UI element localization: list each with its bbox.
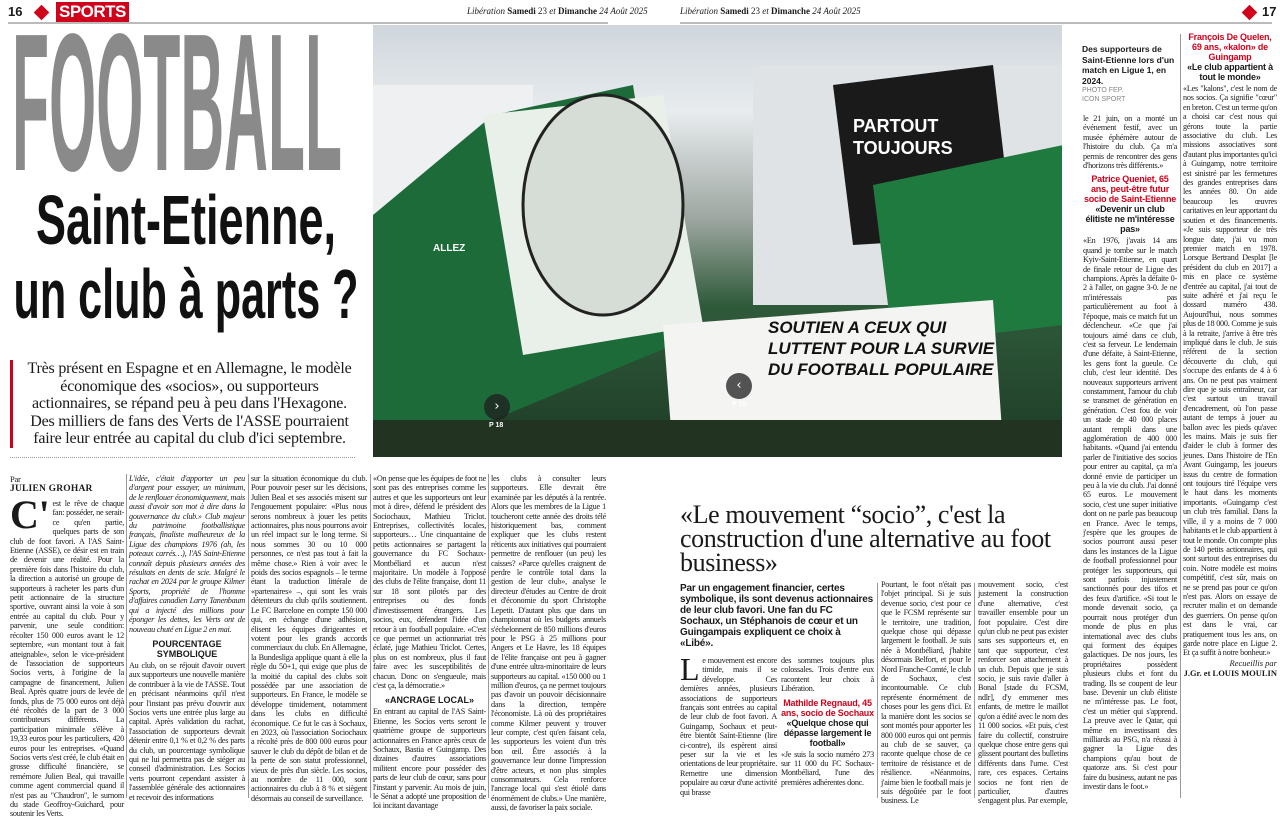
body-text: des sommes toujours plus colossales. Trois d'entre eux racontent leur choix à Libération.: [781, 656, 874, 694]
next-page-button[interactable]: [484, 394, 510, 420]
next-page-label: P 18: [489, 422, 504, 429]
interview-intro: Par un engagement financier, certes symbolique, ils sont devenus actionnaires de leur club favori. Une fan du FC Sochaux, un Stéphanois de cœur et un Guingampais expliquent ce choix à «Libé».: [680, 583, 873, 649]
interviewee-quote: «Le club appartient à tout le monde»: [1187, 62, 1273, 82]
column-rule: [126, 474, 127, 798]
headline-block: [8, 28, 363, 348]
paper-name: Libération: [680, 6, 719, 16]
subheading: «ANCRAGE LOCAL»: [384, 695, 474, 706]
body-column-5: les clubs à consulter leurs supporteurs. Elle devrait être examinée par les députés à la rentrée. Alors que les membres de la Ligue 1 toucheront cette année des droits télé historiquement bas, comment expliquer que les clubs restent réticents aux initiatives qui pourraient permettre de renflouer (un peu) les caisses? «Parce qu'elles craignent de perdre le contrôle total dans la gestion de leur club», analyse le directeur d'études au Centre de droit et d'économie du sport Christophe Lepetit. D'autant plus que dans un championnat où les budgets annuels s'échelonnent de 850 millions d'euros pour le PSG à 25 millions pour Angers et Le Havre, les 18 équipes de l'élite française ont peu à gagner d'une entrée ultra-minoritaire de leurs supporteurs au capital. «150 000 ou 1 million d'euros, ça ne permet toujours pas d'avoir un pouvoir décisionnaire dans la direction, tempère l'économiste. Là où des propriétaires comme Kilmer peuvent y trouver leur compte, c'est qu'en faisant cela, les supporteurs les voient d'un très bon œil. Être associés à la gouvernance leur donne l'impression d'être acteurs, et non plus simples consommateurs. Cela renforce l'ancrage local qui s'est étiolé dans énormément de clubs.» Une manière, aussi, de favoriser la paix sociale.: [491, 474, 606, 813]
interviewee-name: François De Quelen, 69 ans, «kalon» de Guingamp: [1188, 32, 1272, 62]
paper-name: Libération: [467, 6, 506, 16]
banner-text: SOUTIEN A CEUX QUI LUTTENT POUR LA SURVIE DU FOOTBALL POPULAIRE: [768, 318, 995, 379]
byline-author: JULIEN GROHAR: [10, 484, 93, 494]
previous-page-label: P 15: [732, 401, 747, 408]
column-rule: [1180, 34, 1181, 798]
credit-authors: J.Gr. et LOUIS MOULIN: [1183, 667, 1277, 678]
subheading: POURCENTAGE SYMBOLIQUE: [152, 638, 222, 659]
folio-et: et: [549, 6, 556, 16]
folio-et: et: [762, 6, 769, 16]
credit-label: Recueillis par: [1229, 657, 1277, 668]
drop-cap: L: [680, 651, 700, 687]
body-text: est le rêve de chaque fan: posséder, ne serait-ce qu'en partie, quelques parts de son club de foot favori. A l'AS Saint-Etienne (ASSE), ce désir est en train de devenir une réalité. Pour la première fois dans l'histoire du club, la direction a autorisé un groupe de supporteurs à racheter les parts d'un petit actionnaire de la structure sportive, ouvrant ainsi la voie à son entrée au capital du club. Pour y parvenir, une seule condition: récolter 150 000 euros avant le 12 septembre, «un montant tout à fait atteignable», selon le vice-président de l'association de supporteurs Socios verts, à l'origine de la campagne de financement, Julien Beal. Après quatre jours de levée de fonds, plus de 75 000 euros ont déjà été récoltés de la part de 3 000 contributeurs différents. La participation minimale s'élève à 19,33 euros pour les particuliers, 420 euros pour les entreprises. «Quand Socios verts s'est créé, le club était en grosse difficulté financière, se remémore Julien Beal, qui travaille comme agent commercial quand il n'est pas au "Chaudron", le surnom du stade Geoffroy-Guichard, pour soutenir les Verts.: [10, 499, 124, 819]
body-text: «On pense que les équipes de foot ne sont pas des entreprises comme les autres et que les supporteurs ont leur mot à dire», défend le président des Sociochaux, Mathieu Triclot. Entreprises, collectivités locales, supporteurs… Une cinquantaine de petits actionnaires se partagent la gouvernance du FC Sochaux-Montbéliard et aucun n'est majoritaire. Un modèle à l'opposé des clubs de l'élite française, dont 11 sur 18 sont pilotés par des entreprises ou des fonds d'investissement étrangers. Les socios, eux, défendent l'idée d'un retour à un football populaire. «C'est ce que permet un actionnariat très éclaté, juge Mathieu Triclot. Certes, plus on est nombreux, plus il faut faire avec les susceptibilités de chacun. Donc on s'engueule, mais c'est ça, la démocratie.»: [373, 474, 486, 690]
headline-line: Saint-Etienne,: [36, 181, 336, 259]
byline: [10, 474, 124, 494]
folio-left: [467, 6, 648, 16]
body-column-1: [10, 474, 124, 819]
body-text: «En 1976, j'avais 14 ans quand je tombe sur le match Kyiv-Saint-Etienne, en quart de finale retour de Ligue des champions. Après la défaite 0-2 à l'aller, on gagne 3-0. Je ne m'intéressais pas particulièrement au foot à l'époque, mais ce match fut un déclencheur. «Ce que j'ai toujours aimé dans ce club, c'est sa ferveur. Le lendemain d'une défaite, à Saint-Etienne, les gens font la gueule. Ce club, c'est leur identité. Des nouveaux supporteurs arrivent constamment, l'amour du club se transmet de génération en génération. C'est fou de voir un stade de 40 000 places autant rempli dans une agglomération de 400 000 habitants. «Quand j'ai entendu parler de l'initiative des socios pour entrer au capital, ça m'a donné envie de participer un peu à la vie du club. J'ai donné 65 euros. Le mouvement socio, c'est une super initiative dont on ne parle pas beaucoup en France. Avec le temps, j'espère que les groupes de socios pourront aussi peser dans les instances de la Ligue de football professionnel pour protéger les supporteurs, qui sont parfois injustement sanctionnés pour des tifos et des feux d'artifice. «Si tout le monde devenait socio, ça pourrait nous protéger d'un monde de plus en plus international avec des clubs qui forment des équipes galactiques. De nos jours, les propriétaires possèdent plusieurs clubs et font du trading. Ils se coupent de leur base. Devenir un club élitiste ne m'intéresse pas. Le foot, c'est un métier qui s'apprend. La preuve avec le Qatar, qui même en investissant des milliards au PSG, n'a réussi à gagner la Ligue des champions qu'au bout de quatorze ans. Si c'est pour faire du business, autant ne pas investir dans le foot.»: [1083, 236, 1177, 791]
interview-column-d: mouvement socio, c'est justement la construction d'une alternative, c'est travailler ensemble pour un foot populaire. C'est dire qu'un club ne peut pas exister sans ses supporteurs et, en tant que supporteur, c'est renforcer son attachement à un club. Depuis que je suis socio, je suis ravie d'aller à Bonal [stade du FCSM, ndlr], d'y emmener mes enfants, de mettre le maillot qu'on a édité avec le nom des 11 000 socios. «Et puis, c'est faire du collectif, construire quelque chose entre gens qui glissent pourtant des bulletins différents dans l'urne. C'est rare, ces espaces. Certains socios ne font rien de particulier, d'autres s'engagent plus. Par exemple,: [978, 580, 1068, 806]
folio-day-name: Samedi: [507, 6, 536, 16]
previous-page-button[interactable]: [726, 373, 752, 399]
kicker: FOOTBALL: [12, 28, 342, 212]
column-rule: [877, 583, 878, 798]
section-diamond-icon: [1242, 5, 1258, 21]
photo-illustration: [373, 25, 1062, 457]
photo-credit: PHOTO FEP.: [1082, 87, 1124, 94]
interviewee-quote: «Devenir un club élitiste ne m'intéresse pas»: [1085, 204, 1175, 235]
interview-column-e: [1083, 114, 1177, 791]
folio-day-name: Samedi: [720, 6, 749, 16]
section-label: SPORTS: [56, 2, 129, 22]
body-column-4: [373, 474, 486, 811]
folio-right: [680, 6, 861, 16]
header-rule: [680, 22, 1272, 24]
divider: [10, 457, 355, 458]
interviewee-name: Patrice Queniet, 65 ans, peut-être futur socio de Saint-Etienne: [1083, 174, 1177, 205]
photo-credit: ICON SPORT: [1082, 96, 1126, 103]
drop-cap: C': [10, 492, 50, 537]
header-rule: [8, 22, 608, 24]
body-text: le 21 juin, on a monté un événement festif, avec un musée éphémère autour de l'histoire du club. Ça m'a permis de rencontrer des gens d'horizons très différents.»: [1083, 114, 1177, 171]
body-text: e mouvement est encore timide, mais il se développe. Ces dernières années, plusieurs associations de supporteurs français sont entrées au capital de leur club de foot favori. A Guingamp, Sochaux et peut-être bientôt Saint-Etienne (lire ci-contre), ils espèrent ainsi peser sur la vie et les orientations de leur propriétaire. Remettre une dimension populaire au cœur d'une activité qui brasse: [680, 656, 777, 797]
column-rule: [488, 474, 489, 798]
folio-day: 23: [538, 6, 548, 16]
interview-column-c: Pourtant, le foot n'était pas l'objet principal. Si je suis devenue socio, c'est pour ce que le FCSM représente sur le territoire, une tradition, quelque chose qui dépasse largement le football. Je suis née à Montbéliard, j'habite désormais Belfort, et pour le Nord Franche-Comté, le club de Sochaux, c'est incontournable. Ce club représente énormément de choses pour les gens d'ici. Et la manière dont les socios se sont montés pour apporter les 800 000 euros qui ont permis au club de se sauver, ça raconte quelque chose de ce territoire de résistance et de résilience. «Néanmoins, j'aime bien le football mais je suis dégoûtée par le foot business. Le: [881, 580, 971, 806]
page-number-right: 17: [1262, 4, 1277, 19]
interview-column-f: [1183, 32, 1277, 678]
folio-date: 24 Août 2025: [812, 6, 861, 16]
column-rule: [974, 583, 975, 798]
interview-headline: «Le mouvement “socio”, c'est la construction d'une alternative au foot business»: [680, 500, 1051, 577]
interview-column-b: [781, 656, 874, 787]
body-text: «Les "kalons", c'est le nom de nos socios. Ça signifie "cœur" en breton. C'est un terme qu'on a choisi car c'est nous qui gérons toute la partie associative du club. Les missions associatives sont d'autant plus importantes qu'ici à Guingamp, notre territoire est sinistré par les fermetures des grandes entreprises dans les années 80. On aide beaucoup les œuvres caritatives en leur apportant du soutien et des financements. «Je suis supporteur de très longue date, j'ai vu mon premier match en 1978. Lorsque Bertrand Desplat [le président du club en 2017] a mis en place ce système d'entrée au capital, j'ai tout de suite adhéré et j'ai reçu le dossard numéro 438. Aujourd'hui, nous sommes plus de 18 000. Comme je suis à la retraite, j'arrive à être très impliqué dans le club. Je suis référent de la section découverte du club, qui s'occupe des enfants de 4 à 6 ans. On ne peut pas vraiment dire que je suis entraîneur, car c'est surtout un travail d'encadrement, où l'on passe autant de temps à jouer au ballon avec les pieds qu'avec les mains. Mais je suis fier d'aider le club à former des jeunes. Dans l'histoire de l'En Avant Guingamp, les joueurs issus du centre de formation ont toujours tiré l'équipe vers le haut dans les moments importants. «Guingamp c'est un club très familial. Dans la ville, il y a moins de 7 000 habitants et le club appartient à tout le monde. On compte plus de 140 petits actionnaires, qui sont surtout des entreprises du coin. Notre modèle est moins compétitif, c'est sûr, mais on ne se prend pas pour ce qu'on n'est pas. Alors on essaye de recruter malin et on demande des guerriers. On pense qu'on est dans le vrai, car pratiquement tous les ans, on garde notre place en Ligue 2. Et ça suffit à notre bonheur.»: [1183, 84, 1277, 658]
body-text: Au club, on se réjouit d'avoir ouvert aux supporteurs une nouvelle manière de contribuer à la vie de l'ASSE. Tout en précisant néanmoins qu'il n'est pour l'instant pas prévu d'ouvrir aux Socios verts une entrée plus large au capital. Après validation du rachat, l'association de supporteurs devrait détenir entre 0,1 % et 0,2 % des parts du club, un pourcentage symbolique qui ne lui permettra pas de siéger au conseil d'administration. Les Socios verts pourront cependant assister à l'assemblée générale des actionnaires et recevoir des informations: [129, 660, 245, 802]
page-number-left: 16: [8, 4, 23, 19]
photo-caption: [1082, 44, 1179, 104]
chevron-left-icon: ‹: [736, 378, 742, 393]
body-column-3: sur la situation économique du club. Pour pouvoir peser sur les décisions, Julien Beal et ses associés misent sur l'engouement populaire: «Plus nous serons nombreux à jouer les petits actionnaires, plus nous pourrons avoir un réel impact sur le long terme. Si nous sommes 30 ou 10 000 personnes, ce n'est pas tout à fait la même chose.» Rien à voir avec le poids des socios espagnols – le terme étant la traduction littérale de «partenaires» –, qui sont les vrais détenteurs du club qu'ils soutiennent. Le FC Barcelone en compte 150 000 qui, en échange d'une adhésion, élisent les équipes dirigeantes et votent pour les grands accords commerciaux du club. En Allemagne, la Bundesliga applique quant à elle la règle du 50+1, qui exige que plus de la moitié du capital des clubs soit possédée par une association de supporteurs. En France, le modèle se développe timidement, notamment dans les clubs en difficulté économique. Ce fut le cas à Sochaux, en 2023, où l'association Sociochaux a récolté près de 800 000 euros pour sauver le club du dépôt de bilan et de la perte de son statut professionnel, vieux de près d'un siècle. Les socios, au nombre de 11 000, sont actionnaires du club à 8 % et siègent désormais au conseil de surveillance.: [251, 474, 367, 803]
body-text: En entrant au capital de l'AS Saint-Etienne, les Socios verts seront le quatrième groupe de supporteurs actionnaires en France après ceux de Sochaux, Bastia et Guingamp. Des dizaines d'autres associations militent encore pour posséder des parts de leur club de cœur, sans pour l'instant y parvenir. Au mois de juin, le Sénat a adopté une proposition de loi incitant davantage: [373, 707, 486, 811]
folio-date: 24 Août 2025: [599, 6, 648, 16]
folio-day-name2: Dimanche: [558, 6, 598, 16]
column-rule: [248, 474, 249, 798]
interviewee-name: Mathilde Regnaud, 45 ans, socio de Sochaux: [781, 697, 874, 718]
column-rule: [370, 474, 371, 798]
body-text: L'idée, c'était d'apporter un peu d'argent pour essayer, un minimum, de le renflouer économiquement, mais aussi d'avoir son mot à dire dans la gouvernance du club.» Club majeur du patrimoine footballistique français, finaliste malheureux de la Ligue des champions 1976 (ah, les poteaux carrés…), l'AS Saint-Etienne connaît depuis plusieurs années des résultats en dents de scie. Malgré le rachat en 2024 par le groupe Kilmer Sports, propriété de l'homme d'affaires canadien Larry Tanenbaum qui a injecté des millions pour éponger les dettes, les Verts ont de nouveau chuté en Ligue 2 en mai.: [129, 474, 245, 634]
body-column-2: [129, 474, 245, 802]
folio-day-name2: Dimanche: [771, 6, 811, 16]
folio-day: 23: [751, 6, 761, 16]
allez-text: ALLEZ: [433, 243, 466, 254]
standfirst: Très présent en Espagne et en Allemagne, le modèle économique des «socios», ou supporteurs actionnaires, se répand peu à peu dans l'Hexagone. Des milliers de fans des Verts de l'ASSE pourraient faire leur entrée au capital du club d'ici septembre.: [10, 360, 358, 448]
body-text: «Je suis la socio numéro 273 sur 11 000 du FC Sochaux-Montbéliard, l'une des premières adhérentes donc.: [781, 749, 874, 787]
interview-column-a: [680, 651, 777, 797]
section-diamond-icon: [34, 5, 50, 21]
flag-text: PARTOUT TOUJOURS: [853, 116, 953, 158]
caption-text: Des supporteurs de Saint-Etienne lors d'un match en Ligue 1, en 2024.: [1082, 44, 1175, 86]
chevron-right-icon: ›: [494, 399, 500, 414]
byline-prefix: Par: [10, 474, 21, 484]
interviewee-quote: «Quelque chose qui dépasse largement le football»: [783, 717, 872, 748]
supporters-photo: [373, 25, 1062, 457]
headline-line: un club à parts ?: [13, 255, 359, 333]
